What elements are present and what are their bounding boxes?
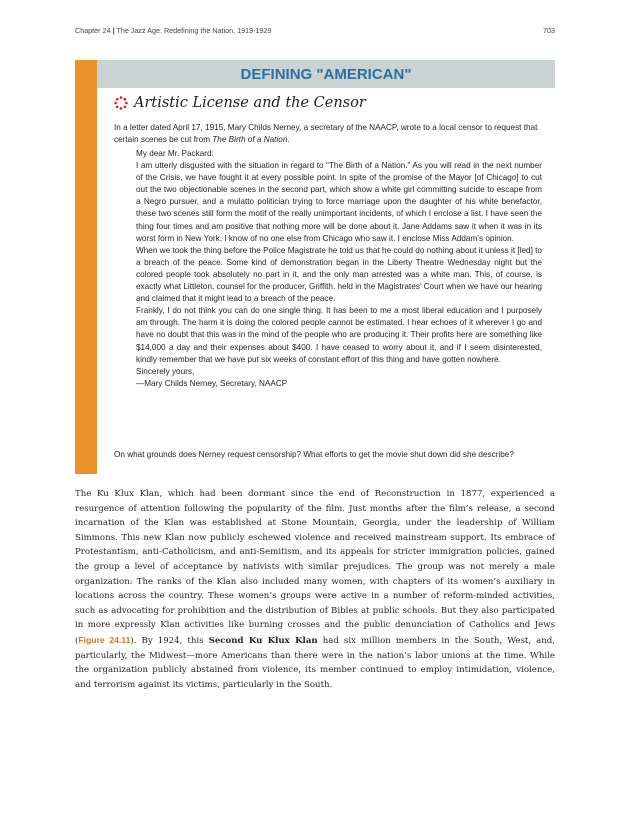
chapter-title: The Jazz Age: Redefining the Nation, 1919-1929 bbox=[116, 26, 272, 35]
intro-text-start: In a letter dated April 17, 1915, Mary Childs Nerney, a secretary of the NAACP, wrote to a local censor to request that certain scenes be cut from bbox=[114, 123, 538, 144]
body-text-part: The Ku Klux Klan, which had been dormant since the end of Reconstruction in 1877, experienced a resurgence of attention following the popularity of the film. Just months after the film’s release, a second incarnation of the Klan was established at Stone Mountain, Georgia, under the leadership of William Simmons. This new Klan now publicly eschewed violence and received mainstream support. Its embrace of Protestantism, anti-Catholicism, and anti-Semitism, and its appeals for stricter immigration policies, gained the group a level of acceptance by nativists with similar prejudices. The group was not merely a male organization: The ranks of the Klan also included many women, with chapters of its women’s auxiliary in locations across the country. These women’s groups were active in a number of reform-minded activities, such as advocating for prohibition and the distribution of Bibles at public schools. But they also participated in more expressly Klan activities like burning crosses and the public denunciation of Catholics and Jews ( bbox=[75, 489, 555, 646]
body-text-part: had six million members in the South, West, and, particularly, the Midwest—more Americans than there were in the nation’s labor unions at the time. While the organization publicly abstained from violence, its member continued to employ intimidation, violence, and terrorism against its victims, particularly in the South. bbox=[75, 635, 556, 690]
film-title: The Birth of a Nation bbox=[212, 134, 288, 144]
accent-bar bbox=[75, 60, 97, 474]
intro-text-end: . bbox=[287, 134, 290, 144]
chapter-label: Chapter 24 bbox=[75, 26, 111, 35]
discussion-question: On what grounds does Nerney request censorship? What efforts to get the movie shut down did she describe? bbox=[114, 450, 514, 459]
circle-of-dots-icon bbox=[114, 96, 128, 110]
letter-closing: Sincerely yours, bbox=[136, 366, 195, 376]
feature-heading-text: Artistic License and the Censor bbox=[134, 95, 366, 111]
body-text-part: ). By 1924, this bbox=[130, 635, 209, 646]
key-term: Second Ku Klux Klan bbox=[208, 635, 318, 646]
figure-link[interactable]: Figure 24.11 bbox=[78, 634, 131, 645]
feature-intro bbox=[114, 122, 544, 145]
feature-heading bbox=[114, 95, 366, 111]
header-separator: | bbox=[112, 26, 115, 35]
page-number: 703 bbox=[543, 26, 555, 35]
letter-excerpt bbox=[136, 148, 542, 390]
letter-paragraph: When we took the thing before the Police Magistrate he told us that he could do nothing about it unless it [led] to a breach of the peace. Some kind of demonstration began in the Liberty Theatre Wednesday night but the colored people took absolutely no part in it, and the only man arrested was a white man. This, of course, is exactly what Littleton, counsel for the producer, Griffith. held in the Magistrates’ Court when we have our hearing and claimed that it might lead to a breach of the peace. bbox=[136, 245, 542, 304]
letter-signature: —Mary Childs Nerney, Secretary, NAACP bbox=[136, 378, 288, 388]
running-head bbox=[75, 26, 272, 35]
letter-salutation: My dear Mr. Packard: bbox=[136, 149, 214, 158]
defining-american-feature-box bbox=[75, 60, 555, 474]
letter-paragraph: I am utterly disgusted with the situation in regard to “The Birth of a Nation.” As you will read in the next number of the Crisis, we have fought it at every possible point. In spite of the promise of the Mayor [of Chicago] to cut out the two objectionable scenes in the second part, which show a white girl committing suicide to escape from a Negro pursuer, and a mulatto politician trying to force marriage upon the daughter of his white benefactor, these two scenes still form the motif of the really unimportant incidents, of which I enclose a list. I have seen the thing four times and am positive that nothing more will be done about it. Jane Addams saw it when it was in its worst form in New York. I know of no one else from Chicago who saw it. I enclose Miss Addam’s opinion. bbox=[136, 161, 542, 243]
letter-paragraph: Frankly, I do not think you can do one single thing. It has been to me a most liberal education and I purposely am through. The harm it is doing the colored people cannot be estimated. I hear echoes of it wherever I go and have no doubt that this was in the mind of the people who are producing it. Their profits here are something like $14,000 a day and their expenses about $400. I have ceased to worry about it, and if I seem disinterested, kindly remember that we have put six weeks of constant effort of this thing and have gotten nowhere. bbox=[136, 306, 542, 364]
body-paragraph bbox=[75, 487, 555, 692]
feature-title-band: DEFINING "AMERICAN" bbox=[97, 60, 555, 88]
page-header bbox=[75, 26, 555, 35]
